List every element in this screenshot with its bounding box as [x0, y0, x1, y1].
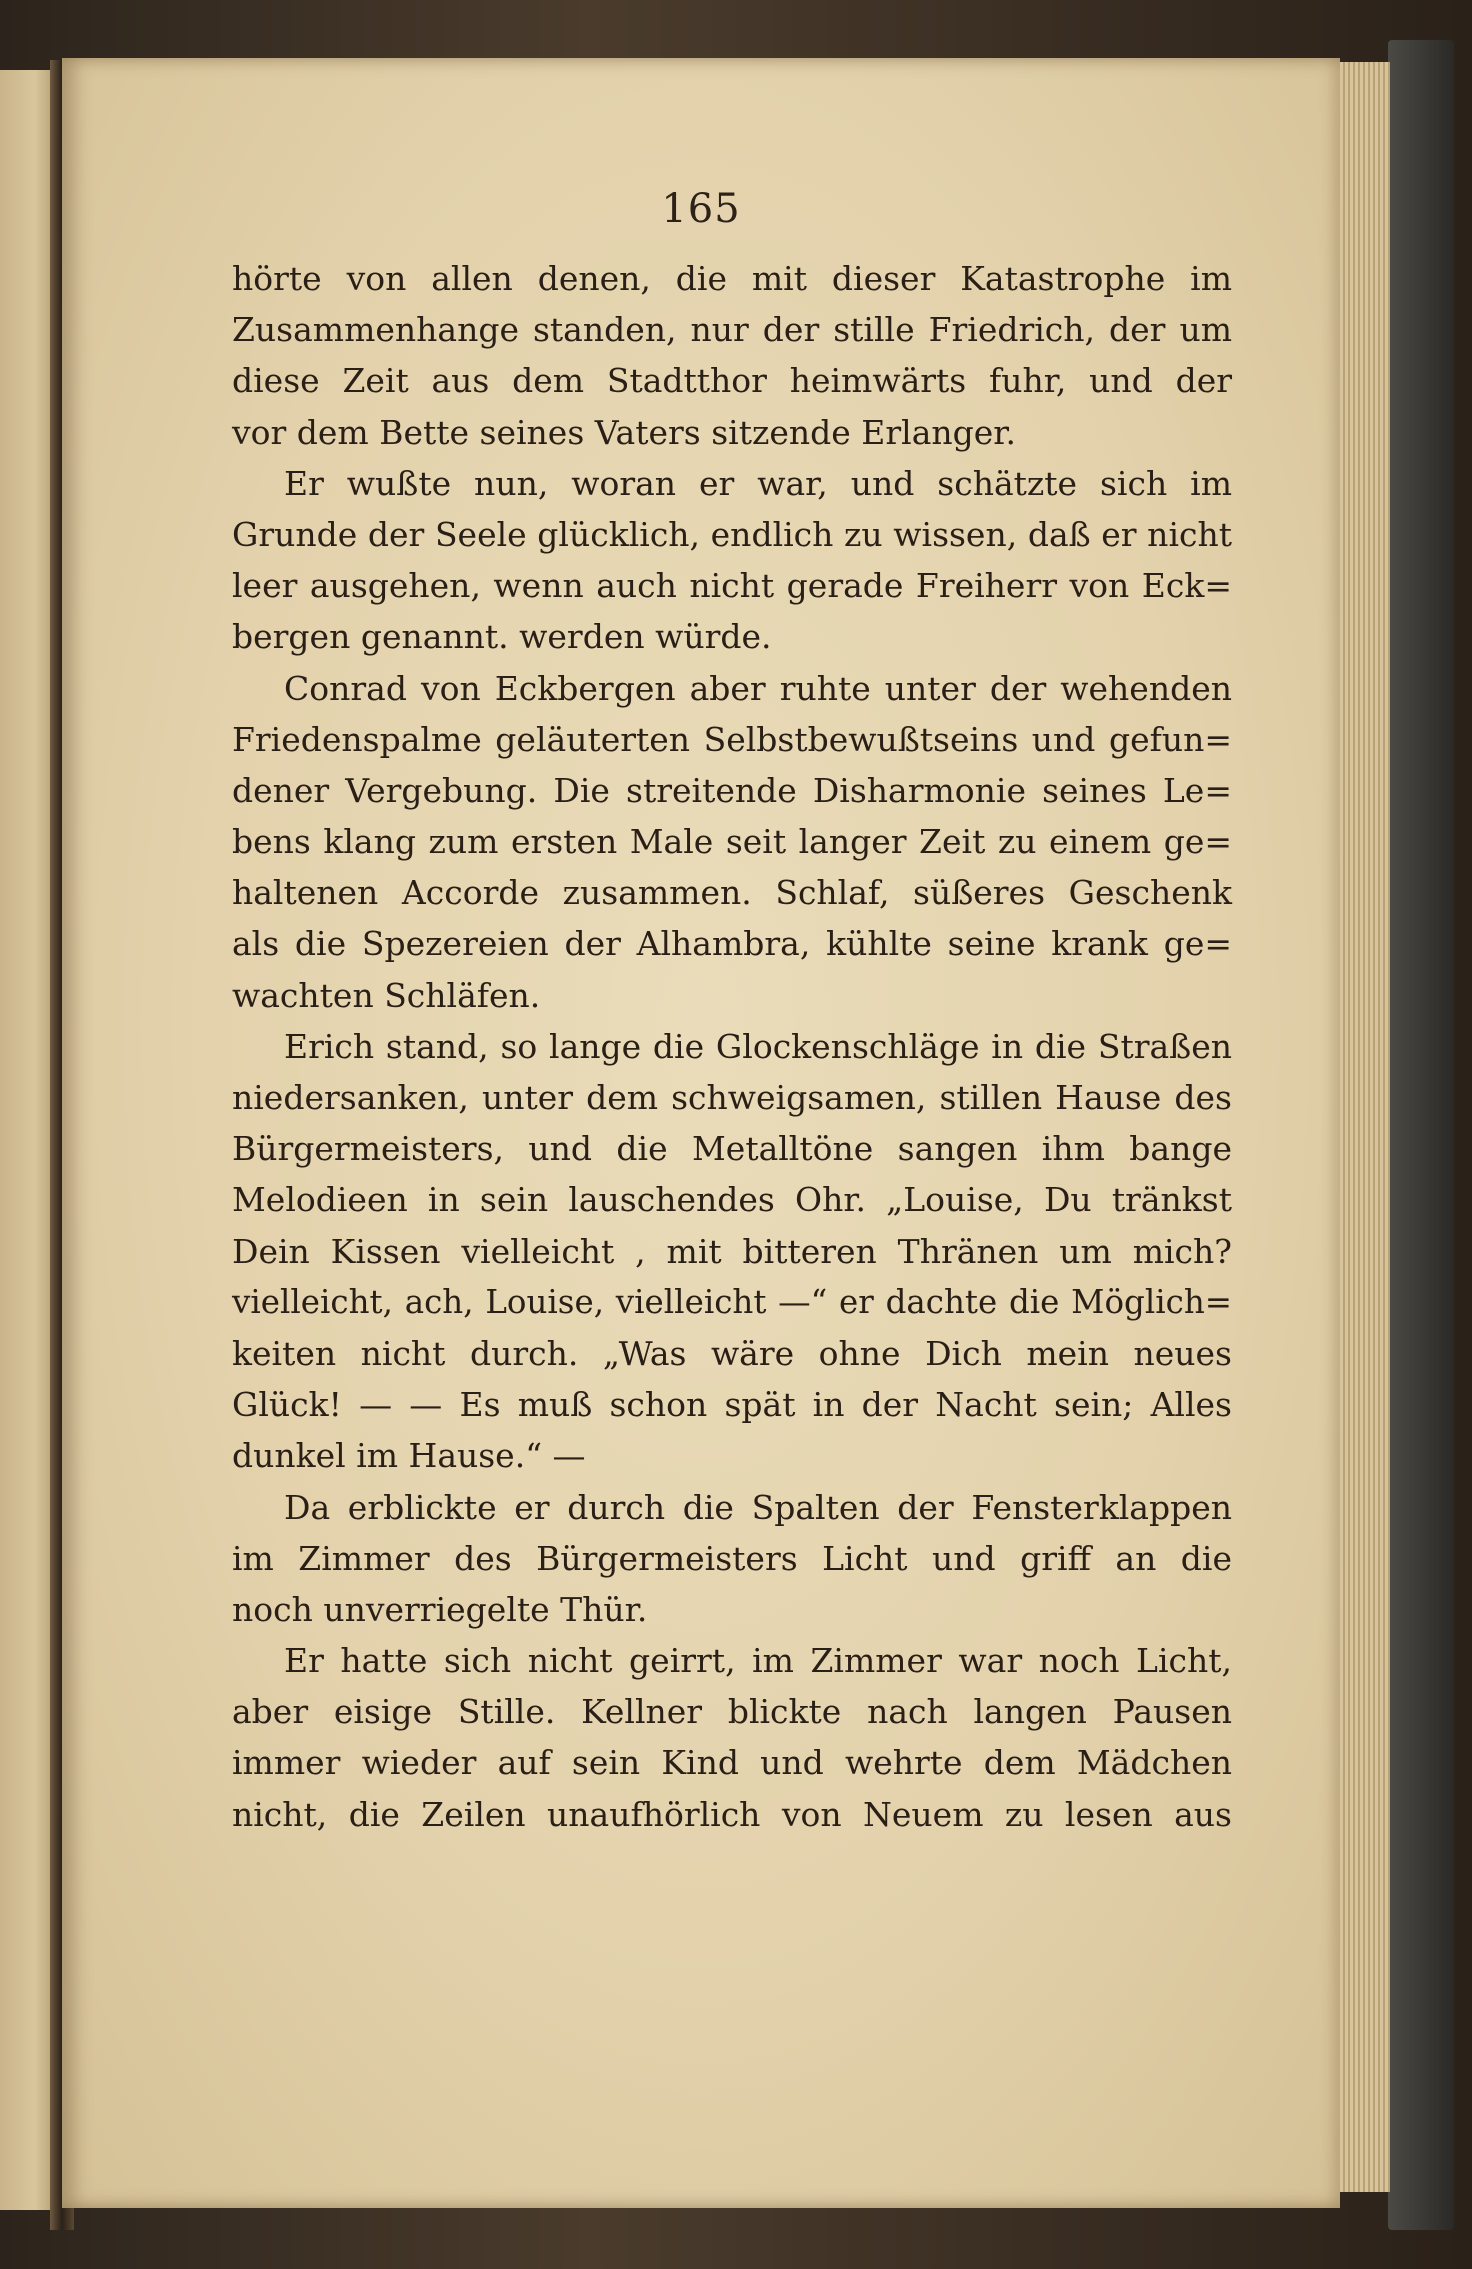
- text-line: Friedenspalme geläuterten Selbstbewußtseins und gefun=: [232, 719, 1232, 759]
- text-line: Bürgermeisters, und die Metalltöne sangen ihm bange: [232, 1129, 1232, 1169]
- text-line: vielleicht, ach, Louise, vielleicht —“ er dachte die Möglich=: [232, 1282, 1232, 1321]
- text-line: Grunde der Seele glücklich, endlich zu wissen, daß er nicht: [232, 514, 1232, 554]
- text-line: dener Vergebung. Die streitende Disharmonie seines Le=: [232, 770, 1232, 810]
- text-line: immer wieder auf sein Kind und wehrte dem Mädchen: [232, 1743, 1232, 1783]
- text-line: Glück! — — Es muß schon spät in der Nacht sein; Alles: [232, 1385, 1232, 1425]
- text-line: Melodieen in sein lauschendes Ohr. „Louise, Du tränkst: [232, 1180, 1232, 1220]
- text-line: als die Spezereien der Alhambra, kühlte seine krank ge=: [232, 924, 1232, 964]
- book-cover-edge: [1388, 40, 1454, 2230]
- text-line: nicht, die Zeilen unaufhörlich von Neuem zu lesen aus: [232, 1794, 1232, 1834]
- text-line: dunkel im Hause.“ —: [232, 1436, 586, 1476]
- text-line: vor dem Bette seines Vaters sitzende Erlanger.: [232, 412, 1016, 452]
- text-line: Da erblickte er durch die Spalten der Fensterklappen: [284, 1487, 1232, 1527]
- text-line: diese Zeit aus dem Stadtthor heimwärts fuhr, und der: [232, 361, 1232, 401]
- text-line: wachten Schläfen.: [232, 975, 541, 1015]
- text-line: leer ausgehen, wenn auch nicht gerade Freiherr von Eck=: [232, 566, 1232, 606]
- text-line: Conrad von Eckbergen aber ruhte unter der wehenden: [284, 668, 1232, 708]
- text-line: Er hatte sich nicht geirrt, im Zimmer war noch Licht,: [284, 1641, 1232, 1681]
- page-text: [232, 253, 1232, 1840]
- book-page: [62, 58, 1340, 2208]
- text-line: bens klang zum ersten Male seit langer Zeit zu einem ge=: [232, 822, 1232, 862]
- text-line: noch unverriegelte Thür.: [232, 1589, 648, 1629]
- text-line: Zusammenhange standen, nur der stille Friedrich, der um: [232, 310, 1232, 350]
- text-line: niedersanken, unter dem schweigsamen, stillen Hause des: [232, 1078, 1232, 1117]
- text-line: im Zimmer des Bürgermeisters Licht und griff an die: [232, 1538, 1232, 1578]
- page-number: 165: [661, 186, 741, 232]
- text-line: haltenen Accorde zusammen. Schlaf, süßeres Geschenk: [232, 873, 1232, 913]
- text-line: Dein Kissen vielleicht , mit bitteren Thränen um mich?: [232, 1231, 1232, 1271]
- text-line: Erich stand, so lange die Glockenschläge in die Straßen: [284, 1026, 1232, 1066]
- text-line: keiten nicht durch. „Was wäre ohne Dich mein neues: [232, 1333, 1232, 1373]
- text-line: hörte von allen denen, die mit dieser Katastrophe im: [232, 259, 1232, 298]
- text-line: aber eisige Stille. Kellner blickte nach langen Pausen: [232, 1692, 1232, 1732]
- text-line: Er wußte nun, woran er war, und schätzte sich im: [284, 463, 1232, 503]
- text-line: bergen genannt. werden würde.: [232, 617, 772, 657]
